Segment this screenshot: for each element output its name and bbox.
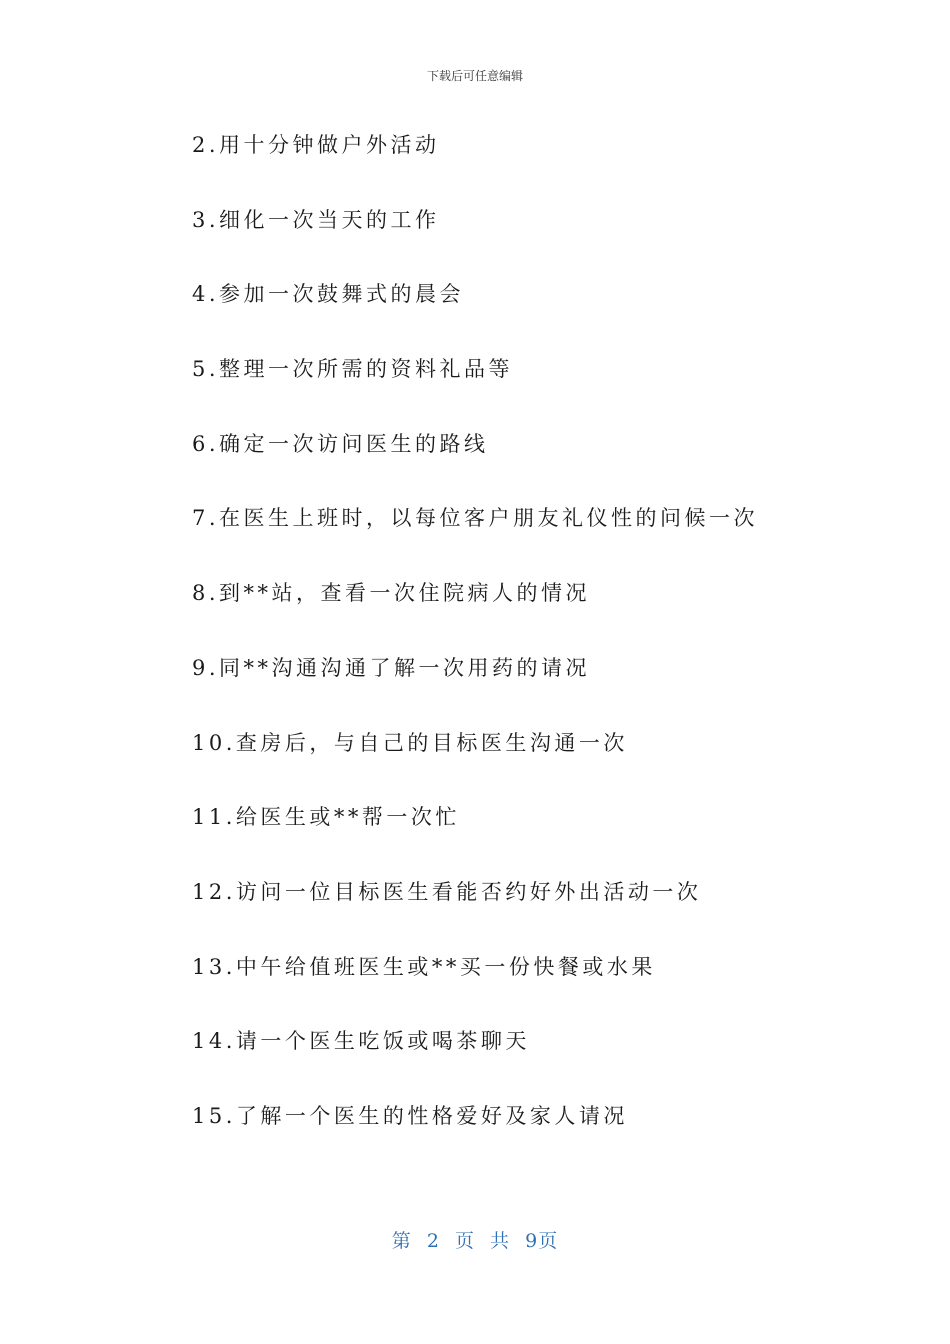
total-pages: 9页 [525, 1230, 559, 1252]
list-item: 15.了解一个医生的性格爱好及家人请况 [192, 1103, 628, 1128]
list-item: 4.参加一次鼓舞式的晨会 [192, 282, 465, 307]
list-item: 6.确定一次访问医生的路线 [192, 431, 489, 456]
list-item: 9.同**沟通沟通了解一次用药的请况 [192, 655, 591, 680]
page-label-prefix: 第 [391, 1230, 412, 1252]
list-item: 11.给医生或**帮一次忙 [192, 805, 460, 830]
list-item: 3.细化一次当天的工作 [192, 207, 440, 232]
list-item: 7.在医生上班时，以每位客户朋友礼仪性的问候一次 [192, 506, 759, 531]
header-note: 下载后可任意编辑 [426, 69, 523, 83]
list-item: 10.查房后，与自己的目标医生沟通一次 [192, 730, 628, 755]
list-item: 5.整理一次所需的资料礼品等 [192, 357, 514, 382]
current-page-number: 2 [426, 1230, 440, 1252]
page-label-mid: 页 [454, 1230, 475, 1252]
list-item: 12.访问一位目标医生看能否约好外出活动一次 [192, 879, 702, 904]
page-footer [0, 1226, 950, 1253]
list-item: 13.中午给值班医生或**买一份快餐或水果 [192, 954, 656, 979]
item-list [192, 128, 892, 1174]
list-item: 2.用十分钟做户外活动 [192, 133, 440, 157]
list-item: 8.到**站，查看一次住院病人的情况 [192, 581, 591, 606]
total-label: 共 [490, 1230, 511, 1252]
list-item: 14.请一个医生吃饭或喝茶聊天 [192, 1029, 530, 1054]
